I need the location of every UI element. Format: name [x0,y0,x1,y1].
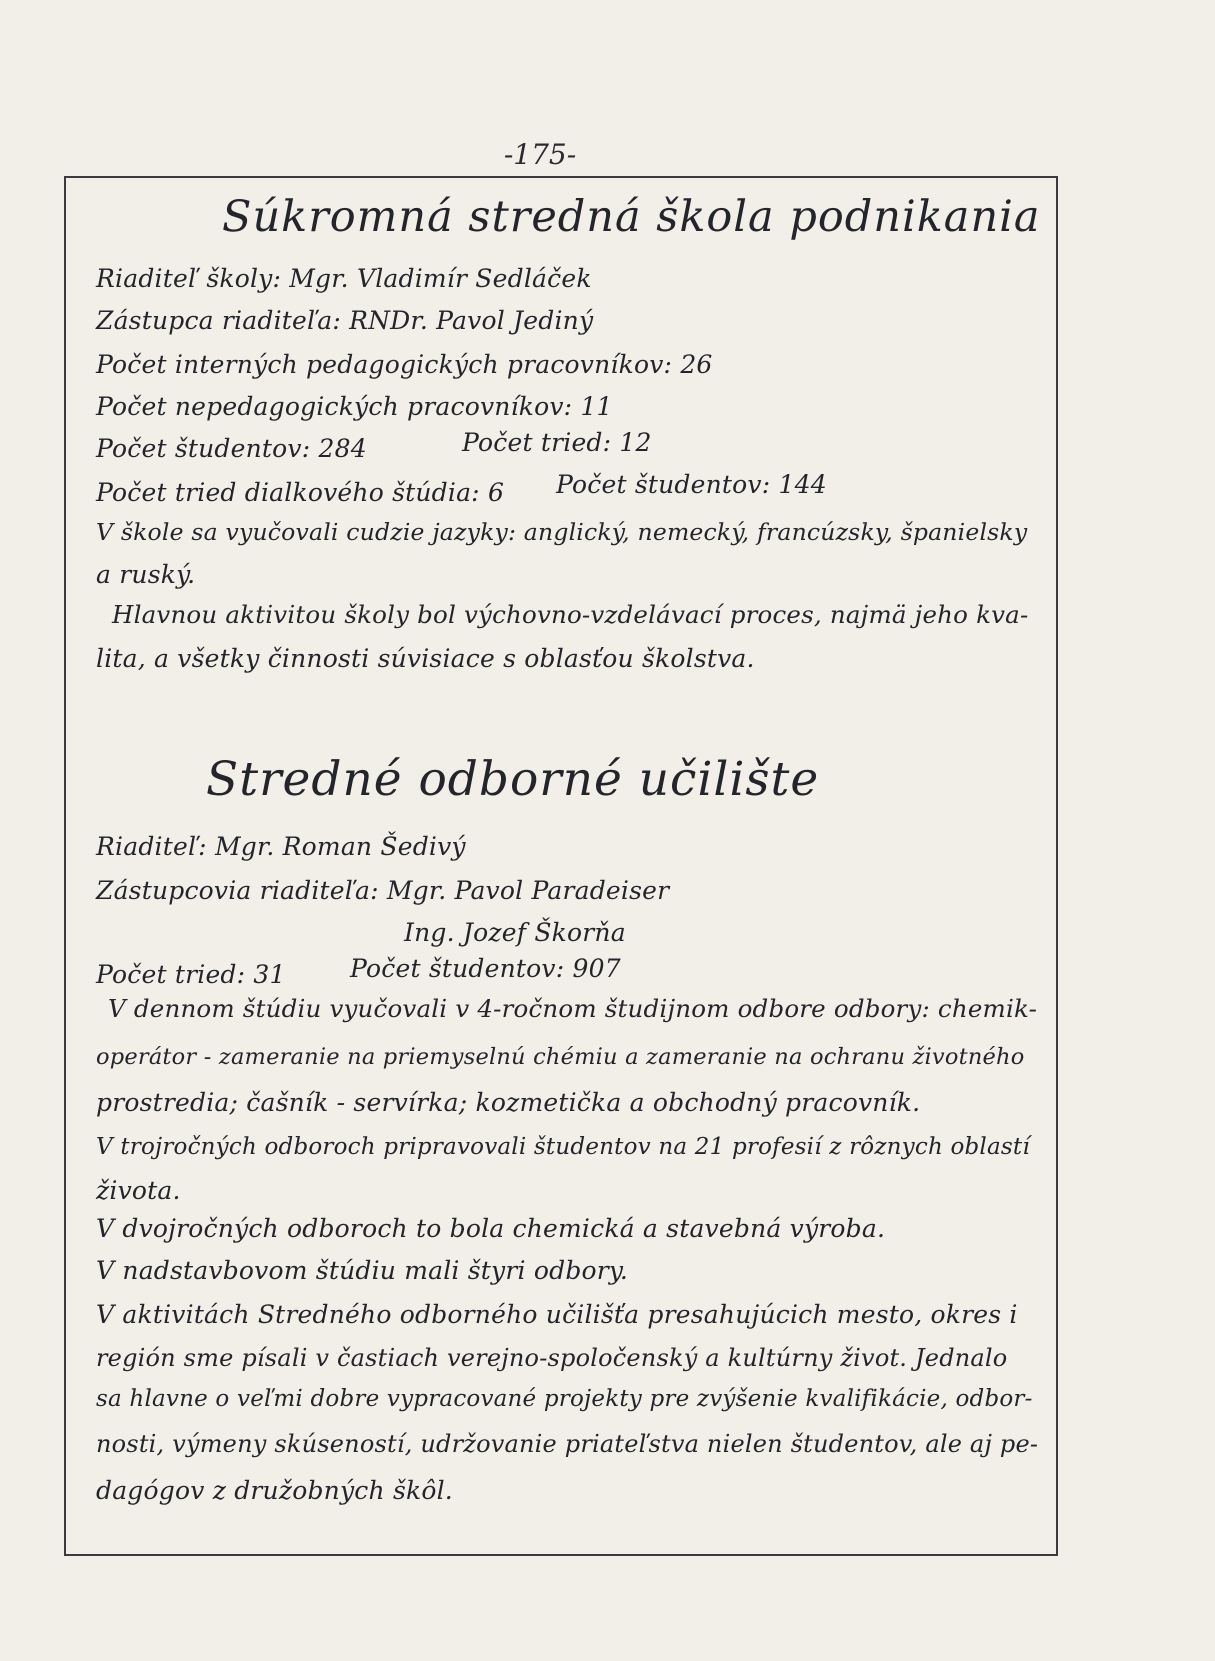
section1-title: Súkromná stredná škola podnikania [222,192,1041,242]
section2-para5-l5: dagógov z družobných škôl. [96,1476,453,1505]
section2-para4: V nadstavbovom štúdiu mali štyri odbory. [96,1256,629,1285]
section2-classes: Počet tried: 31 [96,960,286,989]
section1-distance-classes: Počet tried dialkového štúdia: 6 [96,478,505,507]
section1-deputy: Zástupca riaditeľa: RNDr. Pavol Jediný [96,306,594,335]
section2-deputy-2: Ing. Jozef Škorňa [404,918,626,947]
section2-deputies: Zástupcovia riaditeľa: Mgr. Pavol Paradeiser [96,876,670,905]
section2-students: Počet študentov: 907 [350,954,621,983]
section2-para1-l1: V dennom štúdiu vyučovali v 4-ročnom študijnom odbore odbory: chemik- [108,994,1038,1023]
section2-para5-l2: región sme písali v častiach verejno-spoločenský a kultúrny život. Jednalo [96,1344,1008,1372]
section1-teaching-staff: Počet interných pedagogických pracovníkov: 26 [96,350,713,379]
section2-para5-l1: V aktivitách Stredného odborného učilišťa presahujúcich mesto, okres i [96,1300,1018,1329]
section2-para3: V dvojročných odboroch to bola chemická a stavebná výroba. [96,1214,886,1243]
page-number: -175- [503,138,577,171]
section2-para1-l3: prostredia; čašník - servírka; kozmetička a obchodný pracovník. [96,1088,921,1117]
section2-title: Stredné odborné učilište [206,752,820,807]
section2-para1-l2: operátor - zameranie na priemyselnú chémiu a zameranie na ochranu životného [96,1044,1025,1070]
section1-activity: Hlavnou aktivitou školy bol výchovno-vzdelávací proces, najmä jeho kva- [112,600,1029,629]
section2-para2-l1: V trojročných odboroch pripravovali študentov na 21 profesií z rôznych oblastí [96,1134,1030,1160]
section1-classes: Počet tried: 12 [462,428,652,457]
section1-students: Počet študentov: 284 [96,434,367,463]
section2-para5-l4: nosti, výmeny skúseností, udržovanie priateľstva nielen študentov, ale aj pe- [96,1430,1039,1458]
section2-para2-l2: života. [96,1176,181,1205]
section1-other-staff: Počet nepedagogických pracovníkov: 11 [96,392,613,421]
section1-activity-cont: lita, a všetky činnosti súvisiace s oblasťou školstva. [96,644,755,673]
section1-distance-students: Počet študentov: 144 [556,470,827,499]
section1-director: Riaditeľ školy: Mgr. Vladimír Sedláček [96,264,592,293]
section2-director: Riaditeľ: Mgr. Roman Šedivý [96,832,466,861]
section1-languages-cont: a ruský. [96,560,196,589]
section1-languages: V škole sa vyučovali cudzie jazyky: anglický, nemecký, francúzsky, španielsky [96,518,1028,546]
section2-para5-l3: sa hlavne o veľmi dobre vypracované projekty pre zvýšenie kvalifikácie, odbor- [96,1386,1033,1412]
